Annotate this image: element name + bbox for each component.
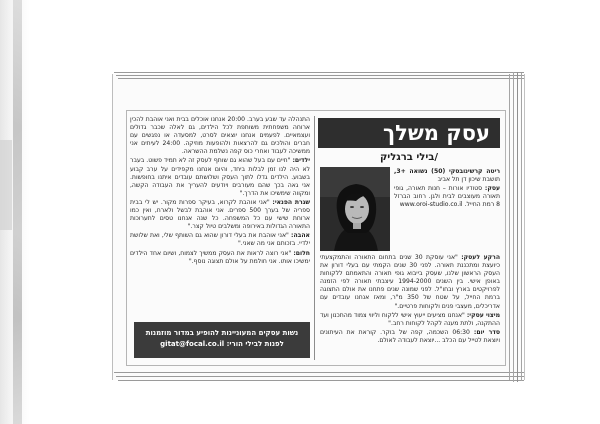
- profile-name: ריטה קרשינובסקי (50) נשואה +3,: [394, 168, 500, 175]
- paragraph-lead: הרקע לעסק:: [461, 254, 500, 261]
- paragraph: [320, 312, 500, 328]
- profile-business-text: סטודיו אורות – חנות תאורה, גופי תאורה מעוצבים לבית ולגן. רחוב הברזל 8 רמת החייל.: [394, 185, 500, 209]
- paragraph: [130, 157, 310, 197]
- paper-edge-top: [116, 75, 524, 76]
- paragraph: [130, 250, 310, 266]
- paragraph-lead: חלום:: [293, 249, 310, 257]
- paper-edge-bottom: [116, 376, 524, 377]
- paper-edge-right: [509, 74, 510, 380]
- portrait-image: [320, 167, 390, 251]
- paragraph: [320, 329, 500, 345]
- paragraph-lead: ילדים:: [292, 157, 310, 165]
- column-divider: [314, 116, 315, 360]
- paper-edge-right: [513, 72, 514, 382]
- contact-line: [134, 339, 310, 350]
- right-column-body: [320, 254, 500, 360]
- contact-box: [134, 322, 310, 358]
- contact-prefix: לפנות לבילי הורי:: [226, 340, 284, 348]
- profile-details: [394, 168, 500, 252]
- paper-edge-bottom: [114, 372, 524, 373]
- profile-residence: תושבת שיכון דן תל אביב: [437, 176, 500, 184]
- left-column-body: [130, 116, 310, 318]
- paper-edge-right: [524, 74, 525, 380]
- paper-edge-top: [118, 78, 524, 79]
- paper-edge-right: [517, 72, 518, 382]
- scan-vertical-streak: [13, 0, 22, 424]
- paragraph: [130, 116, 310, 156]
- paragraph-text: "אני עוסקת 30 שנים בתחום התאורה והתמקצעתי כיועצת ומתכננת תאורה. לפני 30 שנים הקמתי עם בעלי דורון את העסק הראשון שלנו, שעסק בייבוא גופי תאורה והתאמתם ללקוחות באופן אישי. בין השנים 1994-2000 עיצבתי תאורה לפי הזמנה לפרויקטים בארץ ובחו"ל. לפני שמונה שנים פתחנו את אולם התצוגה ברמת החייל, על שטח של 350 מ"ר, ומאז אנחנו עובדים עם אדריכלים, מעצבי פנים ולקוחות פרטיים.": [320, 254, 500, 310]
- scan-blotch: [0, 140, 12, 230]
- paragraph-text: "אני אוהבת את בעלי דורון שהוא גם השותף שלי, ואת שלושת ילדיי. בזכותם אני מה שאני.": [130, 232, 310, 248]
- paragraph: [130, 232, 310, 248]
- paper-edge-top: [114, 72, 524, 73]
- contact-invitation: נשות עסקים המעוניינות להופיע במדור מוזמנות: [145, 329, 299, 337]
- paper-edge-left: [112, 74, 113, 380]
- paragraph: [320, 254, 500, 311]
- paragraph-text: "אני רוצה לראות את העסק ממשיך לצמוח, ושיום אחד הילדים ימשיכו אותו. אני חולמת על אולם תצוגה נוסף.": [130, 249, 310, 265]
- contact-email[interactable]: gitat@focal.co.il: [160, 340, 225, 348]
- paragraph-text: "חיים עם בעל שהוא גם שותף לעסק זה לא תמיד פשוט. בעבר לא היה לנו זמן לבלות ביחד, והיום אנחנו מקפידים על ערב קבוע בשבוע. הילדים גדלו לתוך העסק ושלושתם עובדים איתנו בחופשות. אני גאה בכך שהם מעורבים ויודעים להעריך את העבודה הקשה, ומקווה שימשיכו את הדרך.": [130, 157, 310, 197]
- paragraph-text: "אני אוהבת לקרוא, בעיקר ספרות מקור. יש לי בבית ספריה של בערך 500 ספרים. אני אוהבת לבשל ולארח, ואין כמו ארוחת שישי עם כל המשפחה. כל שנה אנחנו טסים לתערוכות התאורה הגדולות באירופה ומשלבים טיול קצר.": [130, 198, 310, 231]
- portrait-photo: [320, 167, 390, 251]
- paper-edge-right: [521, 73, 522, 381]
- paragraph: [130, 199, 310, 231]
- paragraph-lead: אהבה:: [291, 232, 310, 240]
- column-title: עסק משלך: [318, 118, 500, 148]
- profile-website: www.oroi-studio.co.il: [399, 201, 463, 209]
- profile-business-lead: עסק:: [484, 185, 500, 193]
- paper-edge-bottom: [118, 380, 524, 381]
- paragraph-lead: סדר יום:: [473, 328, 500, 336]
- paragraph-text: "אנחנו מציעים ייעוץ אישי ללקוח וליווי צמוד מהתכנון ועד ההתקנה, ולתת מענה לקהל לקוחות רחב.": [320, 311, 500, 327]
- paragraph-lead: שגרת הפנאי:: [272, 198, 310, 206]
- paragraph-lead: מיצוי עסקי:: [466, 311, 500, 319]
- paragraph-text: התנהלה עד שבע בערב. 20:00 אנחנו אוכלים בבית ואני אוהבת להכין ארוחה משפחתית משותפת לכל הילדים, גם לאלה שכבר גדולים ועצמאיים. לפעמים אנחנו יוצאים לסרט, למסעדה או נפגשים עם חברים והולכים גם להרצאות ולהופעות מוזיקה. 24:00 לעיתים אני ממשיכה לעבוד ואחרי כוס קפה נשלמת ההשראה.: [130, 116, 310, 156]
- byline: /בילי ברגליק: [379, 152, 439, 163]
- paragraph-text: 06:30 השכמה, קפה של בוקר. קוראת את העיתונים ויוצאת לטייל עם הכלב ...יוצאת לעבודה לאולם.: [320, 328, 500, 344]
